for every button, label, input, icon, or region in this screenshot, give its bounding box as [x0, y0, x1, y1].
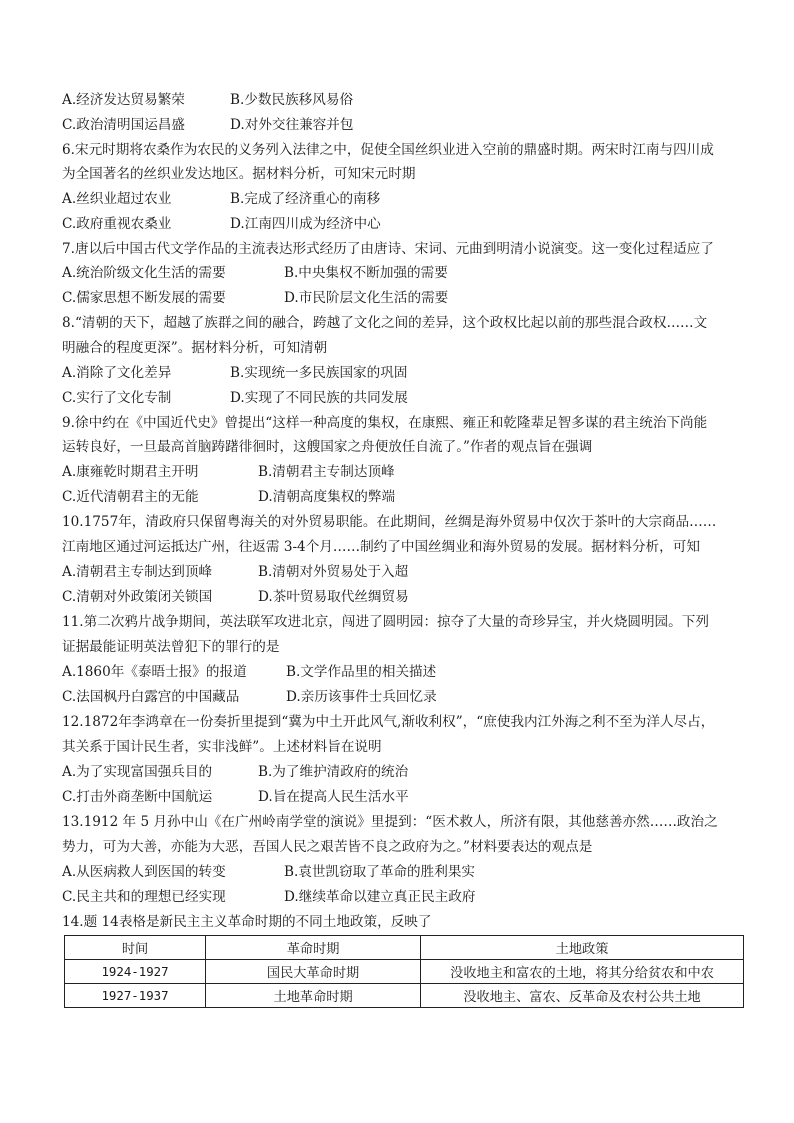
q9-option-c: C.近代清朝君主的无能 [62, 489, 199, 505]
q5-option-c: C.政治清明国运昌盛 [62, 117, 185, 133]
q5-option-d: D.对外交往兼容并包 [230, 117, 354, 133]
q7-option-c: C.儒家思想不断发展的需要 [62, 290, 226, 306]
q13-stem-line1: 13.1912 年 5 月孙中山《在广州岭南学堂的演说》里提到：“医术救人，所济有限，其他慈善亦然……政治之 [62, 814, 718, 830]
table-row [65, 984, 744, 1008]
table-cell-period: 土地革命时期 [206, 984, 421, 1008]
q9-stem-line1: 9.徐中约在《中国近代史》曾提出“这样一种高度的集权，在康熙、雍正和乾隆辈足智多谋的君主统治下尚能 [62, 415, 708, 431]
table-row [65, 960, 744, 984]
q10-option-c: C.清朝对外政策闭关锁国 [62, 589, 213, 605]
q6-stem-line2: 为全国著名的丝织业发达地区。据材料分析，可知宋元时期 [62, 166, 416, 182]
q8-stem-line1: 8.“清朝的天下，超越了族群之间的融合，跨越了文化之间的差异，这个政权比起以前的那些混合政权……文 [62, 315, 708, 331]
q6-stem-line1: 6.宋元时期将农桑作为农民的义务列入法律之中，促使全国丝织业进入空前的鼎盛时期。两宋时江南与四川成 [62, 142, 714, 158]
q10-stem-line2: 江南地区通过河运抵达广州，往返需 3-4个月……制约了中国丝绸业和海外贸易的发展。据材料分析，可知 [62, 539, 700, 555]
q10-option-a: A.清朝君主专制达到顶峰 [62, 564, 213, 580]
table-header-period: 革命时期 [206, 936, 421, 960]
q8-option-a: A.消除了文化差异 [62, 365, 172, 381]
q12-option-c: C.打击外商垄断中国航运 [62, 789, 213, 805]
q5-option-a: A.经济发达贸易繁荣 [62, 92, 185, 108]
q11-stem-line1: 11.第二次鸦片战争期间，英法联军攻进北京，闯进了圆明园：掠夺了大量的奇珍异宝，并火烧圆明园。下列 [62, 614, 709, 630]
table-header-policy: 土地政策 [421, 936, 744, 960]
land-policy-table [64, 935, 744, 1008]
q11-option-c: C.法国枫丹白露宫的中国藏品 [62, 689, 240, 705]
q8-stem-line2: 明融合的程度更深”。据材料分析，可知清朝 [62, 340, 328, 356]
q7-option-b: B.中央集权不断加强的需要 [284, 265, 448, 281]
q5-option-b: B.少数民族移风易俗 [230, 92, 354, 108]
table-header-row [65, 936, 744, 960]
q13-stem-line2: 势力，可为大善，亦能为大恶，吾国人民之艰苦皆不良之政府为之。”材料要表达的观点是 [62, 839, 593, 855]
q6-option-a: A.丝织业超过农业 [62, 191, 172, 207]
q9-option-a: A.康雍乾时期君主开明 [62, 464, 199, 480]
q11-option-b: B.文学作品里的相关描述 [286, 664, 437, 680]
q12-option-d: D.旨在提高人民生活水平 [258, 789, 409, 805]
table-cell-time: 1927-1937 [65, 984, 206, 1008]
q13-option-a: A.从医病救人到医国的转变 [62, 864, 226, 880]
q13-option-b: B.袁世凯窃取了革命的胜利果实 [284, 864, 476, 880]
q8-option-b: B.实现统一多民族国家的巩固 [230, 365, 408, 381]
q10-option-b: B.清朝对外贸易处于入超 [258, 564, 409, 580]
table-cell-policy: 没收地主和富农的土地，将其分给贫农和中农 [421, 960, 744, 984]
q9-option-d: D.清朝高度集权的弊端 [258, 489, 396, 505]
q13-option-d: D.继续革命以建立真正民主政府 [284, 889, 476, 905]
q8-option-d: D.实现了不同民族的共同发展 [230, 390, 408, 406]
q12-option-a: A.为了实现富国强兵目的 [62, 764, 213, 780]
q8-option-c: C.实行了文化专制 [62, 390, 172, 406]
q9-option-b: B.清朝君主专制达顶峰 [258, 464, 395, 480]
q10-option-d: D.茶叶贸易取代丝绸贸易 [258, 589, 409, 605]
q7-option-a: A.统治阶级文化生活的需要 [62, 265, 226, 281]
q7-stem-line1: 7.唐以后中国古代文学作品的主流表达形式经历了由唐诗、宋词、元曲到明清小说演变。这一变化过程适应了 [62, 241, 714, 257]
q6-option-d: D.江南四川成为经济中心 [230, 216, 381, 232]
q9-stem-line2: 运转良好，一旦最高首脑踌躇徘徊时，这艘国家之舟便放任自流了。”作者的观点旨在强调 [62, 439, 593, 455]
q13-option-c: C.民主共和的理想已经实现 [62, 889, 226, 905]
q14-stem: 14.题 14表格是新民主主义革命时期的不同土地政策，反映了 [62, 914, 432, 930]
q10-stem-line1: 10.1757年，清政府只保留粤海关的对外贸易职能。在此期间，丝绸是海外贸易中仅次于茶叶的大宗商品…… [62, 514, 717, 530]
table-header-time: 时间 [65, 936, 206, 960]
q11-stem-line2: 证据最能证明英法曾犯下的罪行的是 [62, 639, 280, 655]
table-cell-time: 1924-1927 [65, 960, 206, 984]
q7-option-d: D.市民阶层文化生活的需要 [284, 290, 449, 306]
q12-stem-line2: 其关系于国计民生者，实非浅鲜”。上述材料旨在说明 [62, 739, 382, 755]
q6-option-c: C.政府重视农桑业 [62, 216, 172, 232]
q6-option-b: B.完成了经济重心的南移 [230, 191, 381, 207]
q12-option-b: B.为了维护清政府的统治 [258, 764, 409, 780]
q11-option-a: A.1860年《泰晤士报》的报道 [62, 664, 247, 680]
table-cell-period: 国民大革命时期 [206, 960, 421, 984]
q11-option-d: D.亲历该事件士兵回忆录 [286, 689, 437, 705]
table-cell-policy: 没收地主、富农、反革命及农村公共土地 [421, 984, 744, 1008]
q12-stem-line1: 12.1872年李鸿章在一份奏折里提到“冀为中土开此风气,渐收利权”，“庶使我内江外海之利不至为洋人尽占， [62, 714, 715, 730]
